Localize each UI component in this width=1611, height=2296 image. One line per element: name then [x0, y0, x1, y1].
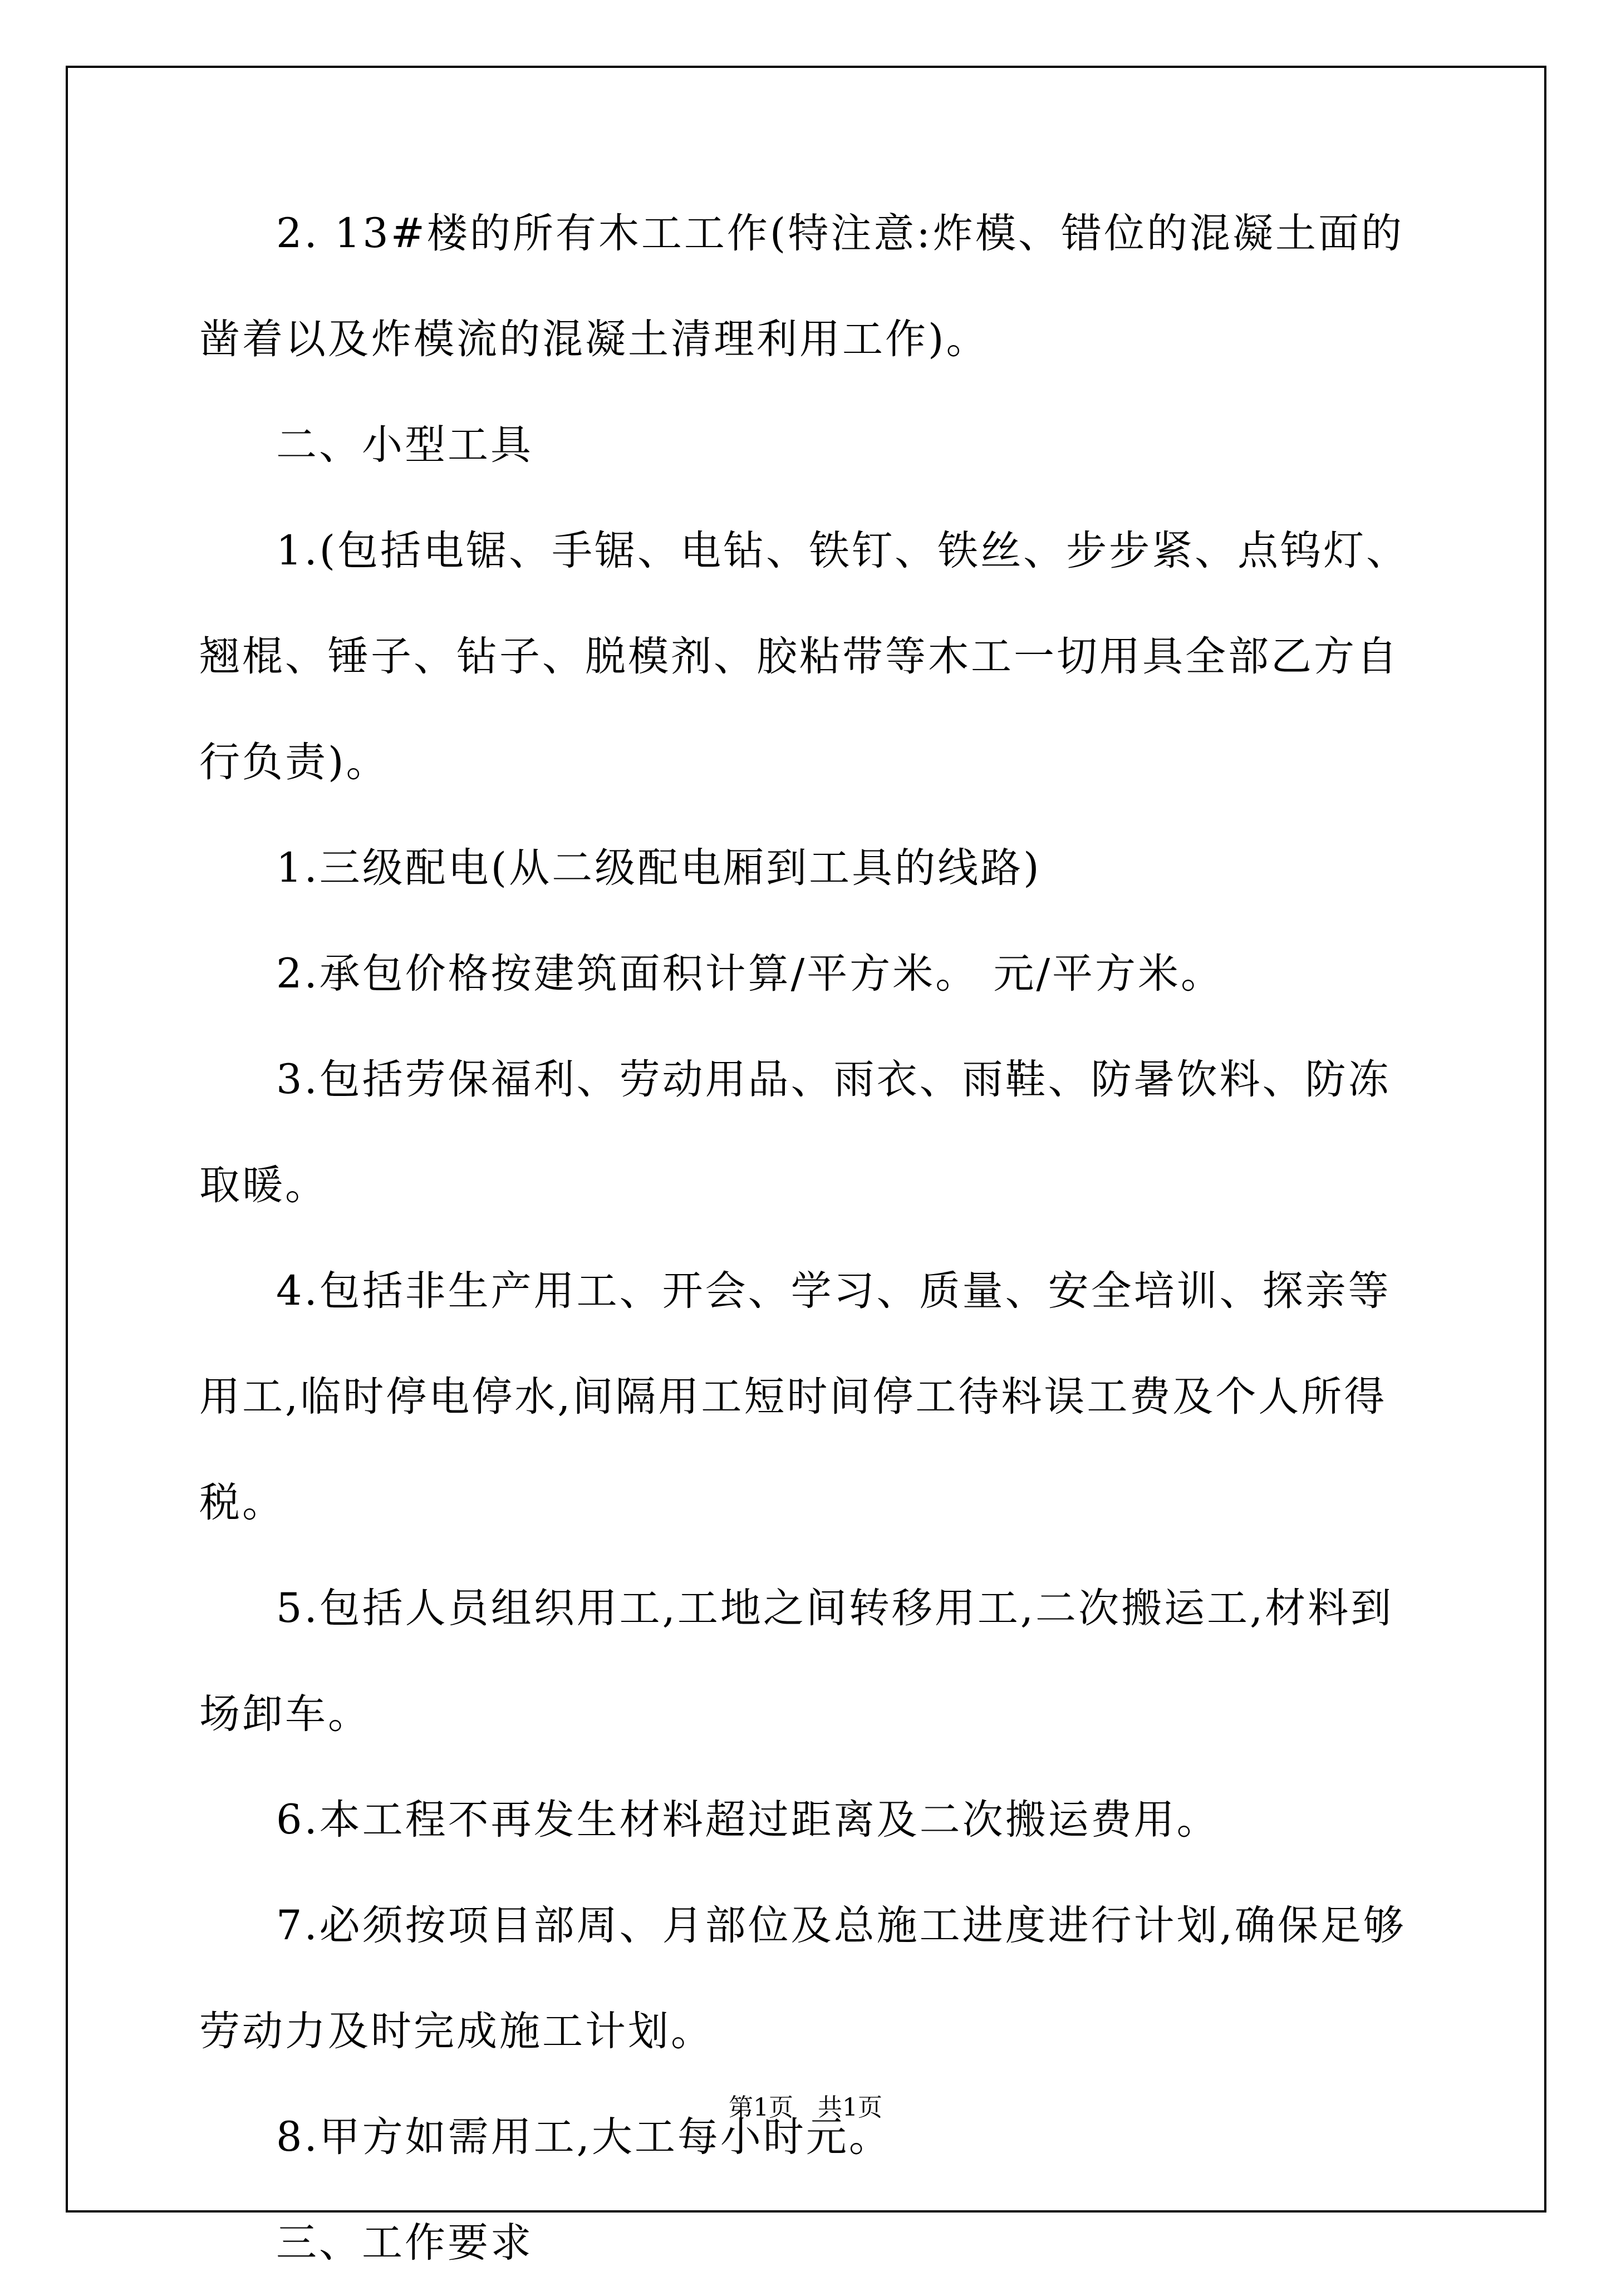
paragraph: 8.甲方如需用工,大工每小时元。: [276, 2113, 892, 2161]
paragraph: 1.(包括电锯、手锯、电钻、铁钉、铁丝、步步紧、点钨灯、翘棍、锤子、钻子、脱模剂、胶粘带等木工一切用具全部乙方自行负责)。: [199, 527, 1409, 786]
paragraph: 2. 13#楼的所有木工工作(特注意:炸模、错位的混凝土面的凿着以及炸模流的混凝土清理利用工作)。: [199, 210, 1404, 363]
paragraph: 5.包括人员组织用工,工地之间转移用工,二次搬运工,材料到场卸车。: [199, 1585, 1394, 1738]
section-heading: 三、工作要求: [276, 2219, 533, 2266]
paragraph: 2.承包价格按建筑面积计算/平方米。 元/平方米。: [276, 950, 1224, 997]
page-number-footer: 第1页 共1页: [729, 2093, 882, 2122]
paragraph: 6.本工程不再发生材料超过距离及二次搬运费用。: [276, 1796, 1220, 1843]
document-body: [199, 181, 1430, 2296]
section-heading: 二、小型工具: [276, 421, 533, 469]
paragraph: 1.三级配电(从二级配电厢到工具的线路): [276, 844, 1042, 892]
paragraph: 3.包括劳保福利、劳动用品、雨衣、雨鞋、防暑饮料、防冻取暖。: [199, 1056, 1391, 1209]
paragraph: 7.必须按项目部周、月部位及总施工进度进行计划,确保足够劳动力及时完成施工计划。: [199, 1902, 1406, 2055]
paragraph: 4.包括非生产用工、开会、学习、质量、安全培训、探亲等用工,临时停电停水,间隔用工短时间停工待料误工费及个人所得税。: [199, 1267, 1391, 1526]
